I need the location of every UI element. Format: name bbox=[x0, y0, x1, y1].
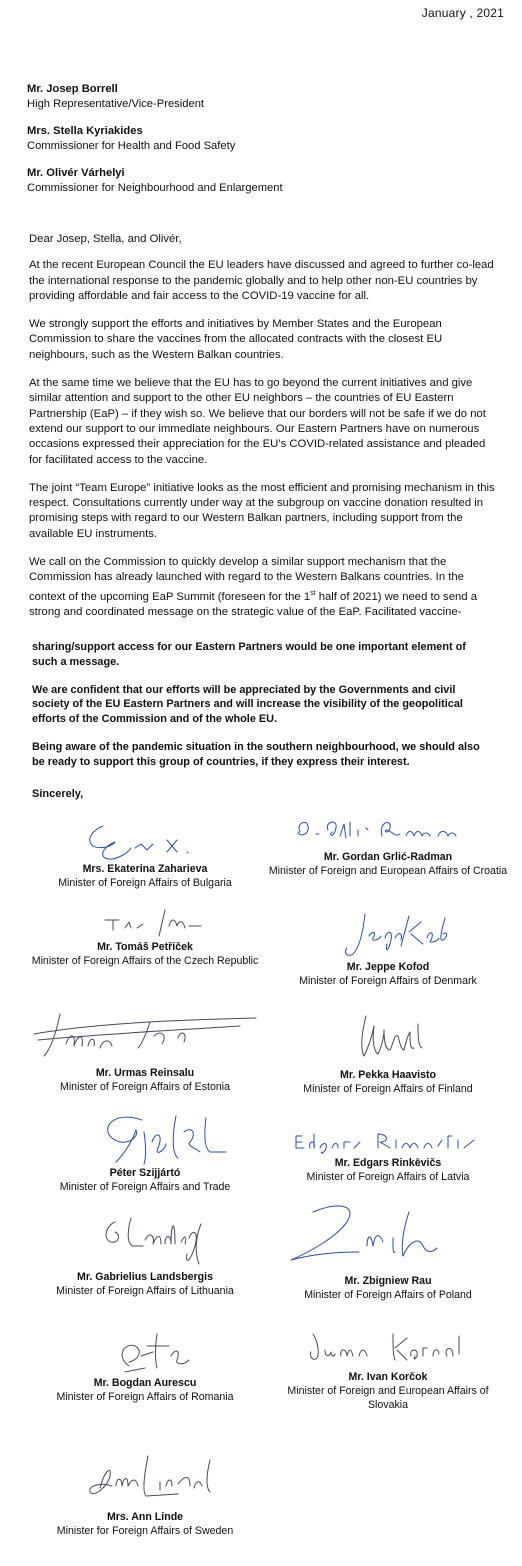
signatory-title: Minister of Foreign and European Affairs of Slovakia bbox=[287, 1385, 489, 1411]
signatory-name: Mr. Jeppe Kofod bbox=[346, 961, 430, 973]
signature-image bbox=[60, 1446, 230, 1510]
signatory-croatia bbox=[268, 810, 508, 878]
recipient-role: Commissioner for Neighbourhood and Enlargement bbox=[27, 182, 283, 194]
paragraph-2: We strongly support the efforts and initiatives by Member States and the European Commission to share the vaccines from the allocated contracts with the closest EU neighbours, such as the Western Balkan countries. bbox=[29, 318, 443, 361]
paragraph-4: The joint “Team Europe” initiative looks as the most efficient and promising mechanism in this respect. Consultations currently under way at the subgroup on vaccine donation resulted in promising steps with regard to our Western Balkan partners, including support from the available EU instruments. bbox=[29, 481, 495, 540]
signatory-estonia bbox=[30, 1004, 260, 1094]
signature-image bbox=[288, 1126, 488, 1156]
signatory-name: Mrs. Ekaterina Zaharieva bbox=[82, 863, 208, 875]
signature-image bbox=[75, 1204, 215, 1270]
letter-date: January , 2021 bbox=[421, 6, 504, 20]
signatory-name: Péter Szijjártó bbox=[109, 1167, 181, 1179]
signatory-name: Mr. Urmas Reinsalu bbox=[95, 1067, 195, 1079]
signatory-lithuania bbox=[30, 1204, 260, 1298]
signature-image bbox=[318, 1006, 458, 1068]
signatory-name: Mr. Pekka Haavisto bbox=[340, 1069, 436, 1081]
paragraph-1: At the recent European Council the EU leaders have discussed and agreed to further co-lead the international response to the pandemic globally and to help other non-EU countries by providing affordable and fair access to the COVID-19 vaccine for all. bbox=[29, 259, 494, 302]
signatory-title: Minister for Foreign Affairs of Sweden bbox=[56, 1525, 234, 1537]
signatory-name: Mr. Gordan Grlić-Radman bbox=[323, 851, 453, 863]
signatory-title: Minister of Foreign and European Affairs of Croatia bbox=[268, 865, 508, 877]
signatory-title: Minister of Foreign Affairs of Romania bbox=[56, 1391, 234, 1403]
signature-image bbox=[293, 1326, 483, 1370]
signatory-title: Minister of Foreign Affairs of Poland bbox=[304, 1289, 472, 1301]
signatory-title: Minister of Foreign Affairs of Finland bbox=[303, 1083, 473, 1095]
signatory-name: Mr. Gabrielius Landsbergis bbox=[77, 1271, 213, 1283]
signatory-bulgaria bbox=[30, 818, 260, 890]
signature-image bbox=[30, 1004, 260, 1066]
recipient-name: Mr. Olivér Várhelyi bbox=[27, 167, 125, 179]
recipient-varhelyi bbox=[27, 166, 497, 196]
signatory-czech-republic bbox=[30, 904, 260, 968]
signature-image bbox=[75, 818, 215, 862]
signatory-name: Mr. Tomáš Petříček bbox=[97, 941, 193, 953]
recipient-kyriakides bbox=[27, 124, 497, 154]
paragraph-5-text: We call on the Commission to quickly develop a similar support mechanism that the Commission has already launched with regard to the Western Balkans countries. In the context of the upcoming EaP Summit (foreseen for the 1 bbox=[29, 556, 464, 603]
signatory-hungary bbox=[30, 1108, 260, 1194]
signatory-romania bbox=[30, 1326, 260, 1404]
recipient-role: High Representative/Vice-President bbox=[27, 98, 205, 110]
signatory-slovakia bbox=[268, 1326, 508, 1412]
letter-body-continued bbox=[32, 640, 494, 783]
signatory-name: Mr. Edgars Rinkēvičs bbox=[334, 1157, 442, 1169]
signatory-title: Minister of Foreign Affairs of Lithuania bbox=[56, 1285, 234, 1297]
recipient-role: Commissioner for Health and Food Safety bbox=[27, 140, 236, 152]
signatory-title: Minister of Foreign Affairs and Trade bbox=[59, 1181, 231, 1193]
signature-image bbox=[60, 1108, 230, 1166]
salutation: Dear Josep, Stella, and Olivér, bbox=[29, 233, 182, 245]
signature-image bbox=[313, 908, 463, 960]
signatory-title: Minister of Foreign Affairs of the Czech Republic bbox=[31, 955, 259, 967]
bold-paragraph-3: Being aware of the pandemic situation in the southern neighbourhood, we should also be ready to support this group of countries, if they express their interest. bbox=[32, 740, 480, 768]
signatory-finland bbox=[268, 1006, 508, 1096]
signatory-name: Mr. Bogdan Aurescu bbox=[93, 1377, 197, 1389]
recipients-block bbox=[27, 82, 497, 208]
recipient-name: Mrs. Stella Kyriakides bbox=[27, 125, 143, 137]
signatory-sweden bbox=[30, 1446, 260, 1538]
signatory-title: Minister of Foreign Affairs of Estonia bbox=[60, 1081, 230, 1093]
signatory-name: Mrs. Ann Linde bbox=[106, 1511, 184, 1523]
recipient-borrell bbox=[27, 82, 497, 112]
letter-body bbox=[29, 232, 499, 633]
bold-paragraph-2: We are confident that our efforts will be appreciated by the Governments and civil society of the EU Eastern Partners and will increase the visibility of the geopolitical efforts of the Commission and of the whole EU. bbox=[32, 683, 463, 726]
bold-paragraph-1: sharing/support access for our Eastern Partners would be one important element of such a message. bbox=[32, 641, 466, 668]
signatory-poland bbox=[268, 1198, 508, 1302]
paragraph-5 bbox=[29, 555, 499, 620]
signatory-latvia bbox=[268, 1126, 508, 1184]
signatory-name: Mr. Zbigniew Rau bbox=[344, 1275, 432, 1287]
signature-image bbox=[288, 810, 488, 850]
paragraph-5-text-end: half of 2021) we need to send a strong and coordinated message on the strategic value of the EaP. Facilitated vaccine- bbox=[29, 590, 477, 618]
paragraph-3: At the same time we believe that the EU has to go beyond the current initiatives and give similar attention and support to the other EU neighbors – the countries of EU Eastern Partnership (EaP) – if they wish so. We believe that our borders will not be safe if we do not extend our support to our immediate neighbours. Our Eastern Partners have on numerous occasions expressed their appreciation for the EU’s COVID-related assistance and pleaded for facilitated access to the vaccine. bbox=[29, 377, 486, 466]
signatory-title: Minister of Foreign Affairs of Latvia bbox=[306, 1171, 470, 1183]
closing: Sincerely, bbox=[32, 788, 84, 800]
signature-image bbox=[283, 1198, 493, 1274]
recipient-name: Mr. Josep Borrell bbox=[27, 83, 118, 95]
signatory-title: Minister of Foreign Affairs of Bulgaria bbox=[58, 877, 232, 889]
paragraph-5-superscript: st bbox=[310, 589, 316, 597]
signature-image bbox=[85, 1326, 205, 1376]
signatory-name: Mr. Ivan Korčok bbox=[348, 1371, 428, 1383]
signature-image bbox=[65, 904, 225, 940]
signatory-title: Minister of Foreign Affairs of Denmark bbox=[299, 975, 477, 987]
signatory-denmark bbox=[268, 908, 508, 988]
